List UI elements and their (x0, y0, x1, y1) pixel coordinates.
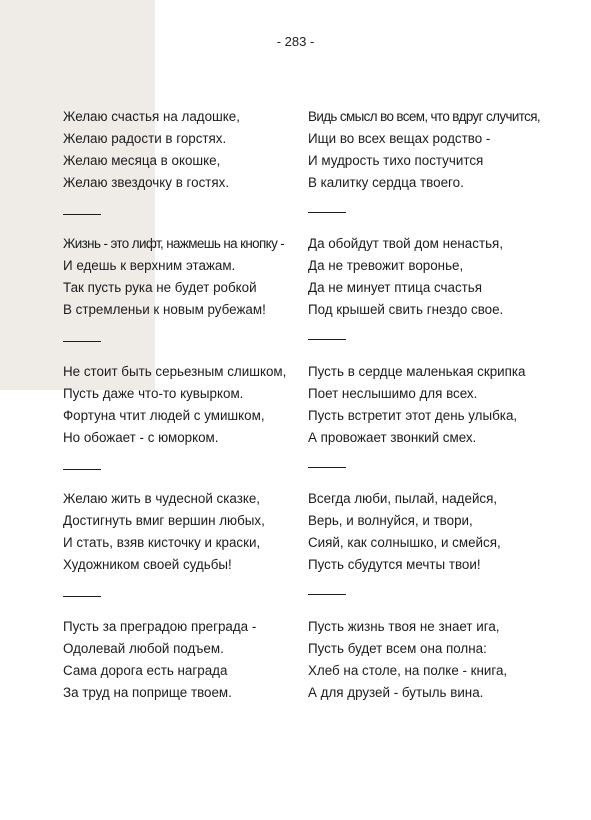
stanza-separator (308, 339, 346, 340)
stanza-separator (63, 596, 101, 597)
poem-line: Художником своей судьбы! (63, 557, 232, 572)
poem-line: Хлеб на столе, на полке - книга, (308, 663, 508, 678)
background-block (0, 0, 155, 390)
stanza-separator (63, 214, 101, 215)
poem-line: Но обожает - с юморком. (63, 430, 219, 445)
stanza (308, 106, 558, 194)
poem-line: В калитку сердца твоего. (308, 175, 464, 190)
poem-line: Жизнь - это лифт, нажмешь на кнопку - (63, 236, 285, 251)
poem-line: Пусть даже что-то кувырком. (63, 386, 244, 401)
poem-line: Пусть за преградою преграда - (63, 619, 257, 634)
stanza (308, 233, 558, 321)
poem-line: Так пусть рука не будет робкой (63, 280, 257, 295)
page-number: - 283 - (276, 34, 315, 49)
poem-line: И мудрость тихо постучится (308, 153, 484, 168)
poem-line: Верь, и волнуйся, и твори, (308, 513, 473, 528)
poem-line: Желаю счастья на ладошке, (63, 109, 240, 124)
poem-line: Не стоит быть серьезным слишком, (63, 364, 287, 379)
stanza-separator (308, 467, 346, 468)
poem-line: Одолевай любой подъем. (63, 641, 224, 656)
poem-line: Всегда люби, пылай, надейся, (308, 491, 498, 506)
poem-line: Пусть жизнь твоя не знает ига, (308, 619, 500, 634)
poem-line: Пусть сбудутся мечты твои! (308, 557, 481, 572)
poem-line: Желаю радости в горстях. (63, 131, 227, 146)
stanza (63, 361, 313, 449)
stanza (63, 616, 313, 704)
stanza (63, 106, 313, 194)
poem-line: Да не минует птица счастья (308, 280, 483, 295)
poem-line: И едешь к верхним этажам. (63, 258, 236, 273)
stanza-separator (308, 212, 346, 213)
poem-line: За труд на поприще твоем. (63, 685, 232, 700)
poem-line: Пусть встретит этот день улыбка, (308, 408, 518, 423)
poem-line: Да обойдут твой дом ненастья, (308, 236, 504, 251)
poem-line: Фортуна чтит людей с умишком, (63, 408, 265, 423)
stanza (63, 233, 313, 321)
stanza (308, 488, 558, 576)
poem-line: Сама дорога есть награда (63, 663, 228, 678)
poem-line: Видь смысл во всем, что вдруг случится, (308, 109, 540, 124)
poem-line: Желаю жить в чудесной сказке, (63, 491, 261, 506)
stanza-separator (63, 469, 101, 470)
poem-line: Ищи во всех вещах родство - (308, 131, 491, 146)
poem-line: Под крышей свить гнездо свое. (308, 302, 504, 317)
poem-line: Желаю месяца в окошке, (63, 153, 221, 168)
stanza-separator (63, 341, 101, 342)
poem-line: Поет неслышимо для всех. (308, 386, 478, 401)
poem-line: А для друзей - бутыль вина. (308, 685, 484, 700)
poem-line: Пусть в сердце маленькая скрипка (308, 364, 526, 379)
stanza (63, 488, 313, 576)
poem-line: Желаю звездочку в гостях. (63, 175, 230, 190)
poem-line: Да не тревожит воронье, (308, 258, 464, 273)
stanza-separator (308, 594, 346, 595)
poem-line: А провожает звонкий смех. (308, 430, 477, 445)
poem-line: Сияй, как солнышко, и смейся, (308, 535, 501, 550)
stanza (308, 361, 558, 449)
stanza (308, 616, 558, 704)
poem-line: В стремленьи к новым рубежам! (63, 302, 266, 317)
poem-line: Пусть будет всем она полна: (308, 641, 487, 656)
poem-line: Достигнуть вмиг вершин любых, (63, 513, 265, 528)
poem-line: И стать, взяв кисточку и краски, (63, 535, 261, 550)
